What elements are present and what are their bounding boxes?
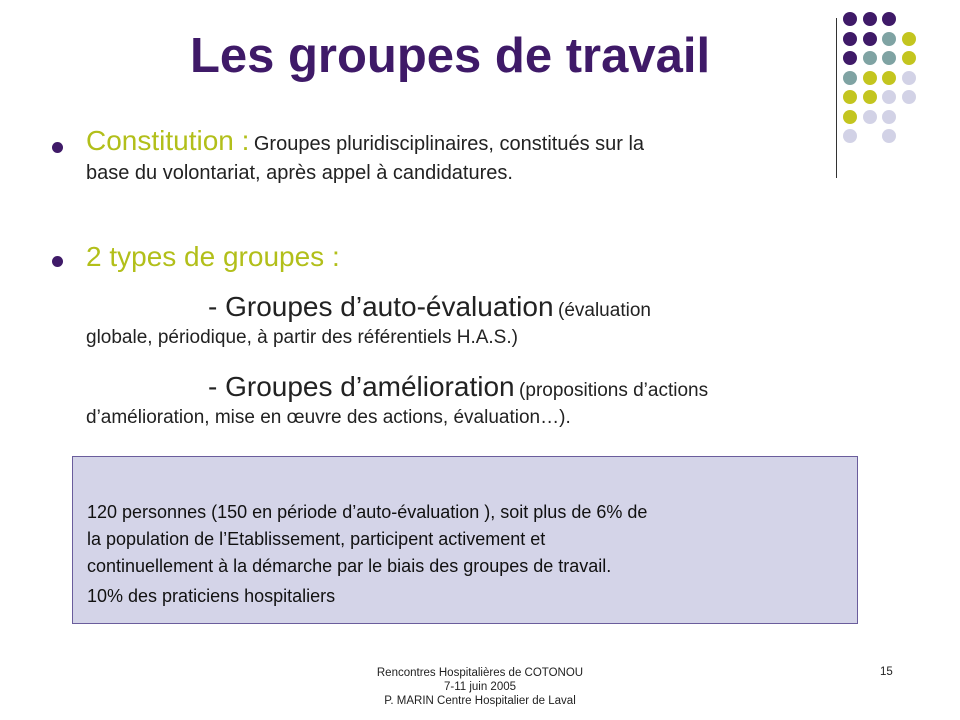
decor-dot	[863, 110, 877, 124]
bullet-constitution	[86, 122, 836, 185]
decor-dot	[882, 90, 896, 104]
page-number: 15	[880, 666, 893, 678]
decor-dot	[843, 12, 857, 26]
auto-evaluation-details: globale, périodique, à partir des référentiels H.A.S.)	[86, 327, 518, 348]
decor-dot	[843, 110, 857, 124]
footer-line-1: Rencontres Hospitalières de COTONOU	[376, 667, 584, 679]
decor-dot	[863, 12, 877, 26]
decor-dot	[882, 12, 896, 26]
constitution-text-line1: Groupes pluridisciplinaires, constitués sur la	[253, 133, 645, 155]
group-type-auto-evaluation	[86, 289, 836, 349]
highlight-box-text	[87, 499, 847, 610]
footer-line-2: 7-11 juin 2005	[443, 681, 517, 693]
constitution-text-line2: base du volontariat, après appel à candidatures.	[86, 162, 513, 184]
decor-dot	[902, 32, 916, 46]
highlight-line-1: 120 personnes (150 en période d’auto-évaluation ), soit plus de 6% de	[87, 502, 648, 522]
highlight-line-2: la population de l’Etablissement, participent activement et	[87, 529, 546, 549]
auto-evaluation-paren-start: (évaluation	[558, 300, 651, 321]
amelioration-details: d’amélioration, mise en œuvre des actions, évaluation…).	[86, 407, 571, 428]
bullet-dot-2	[52, 256, 63, 267]
slide-title: Les groupes de travail	[189, 29, 711, 83]
types-label: 2 types de groupes :	[86, 241, 340, 272]
amelioration-paren-start: (propositions d’actions	[519, 380, 709, 401]
highlight-line-4: 10% des praticiens hospitaliers	[87, 586, 336, 606]
auto-evaluation-heading: - Groupes d’auto-évaluation	[208, 291, 554, 322]
decor-dot	[902, 71, 916, 85]
decor-dot	[902, 51, 916, 65]
decor-dot	[863, 90, 877, 104]
constitution-label: Constitution :	[86, 125, 250, 156]
footer-line-3: P. MARIN Centre Hospitalier de Laval	[384, 695, 576, 707]
decor-dot	[882, 129, 896, 143]
decor-dot	[902, 90, 916, 104]
group-type-amelioration	[86, 369, 836, 429]
decor-dot	[843, 90, 857, 104]
highlight-line-3: continuellement à la démarche par le biais des groupes de travail.	[87, 556, 612, 576]
highlight-box	[72, 456, 858, 624]
decor-dot	[882, 110, 896, 124]
bullet-dot-1	[52, 142, 63, 153]
amelioration-heading: - Groupes d’amélioration	[208, 371, 515, 402]
bullet-types-label-wrap	[86, 241, 836, 273]
slide-footer	[300, 666, 660, 708]
decor-dot	[843, 129, 857, 143]
